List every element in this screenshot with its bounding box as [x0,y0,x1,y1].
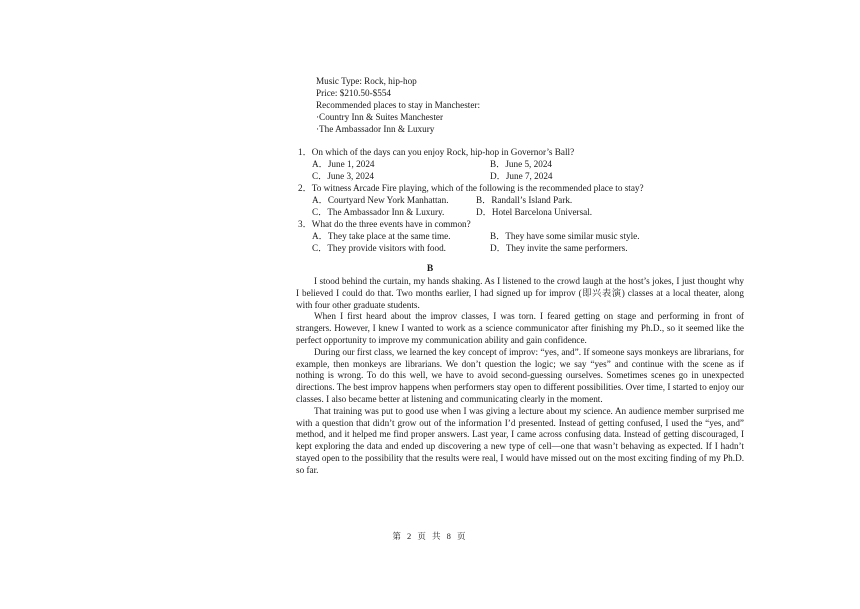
question-2-option-c: C．The Ambassador Inn & Luxury. [312,207,445,217]
page-number: 第 2 页 共 8 页 [392,531,468,541]
question-2-option-b: B．Randall’s Island Park. [476,195,573,205]
question-1-option-c: C．June 3, 2024 [312,171,375,181]
recommend-line: Recommended places to stay in Manchester: [316,100,481,110]
question-2-stem: 2．To witness Arcade Fire playing, which of the following is the recommended place to stay? [298,183,644,193]
question-1-stem: 1．On which of the days can you enjoy Rock, hip-hop in Governor’s Ball? [298,147,575,157]
passage-paragraph: When I first heard about the improv classes, I was torn. I feared getting on stage and performing in front of strangers. However, I knew I wanted to work as a science communicator after finishing my Ph.D., so it seemed like the perfect opportunity to improve my communication ability and gain confidence. [296,311,744,345]
place-item: ·Country Inn & Suites Manchester [316,112,444,122]
question-1-option-b: B．June 5, 2024 [490,159,553,169]
question-3-option-b: B．They have some similar music style. [490,231,640,241]
place-item: ·The Ambassador Inn & Luxury [316,124,435,134]
passage-paragraph: I stood behind the curtain, my hands shaking. As I listened to the crowd laugh at the host’s jokes, I just thought why I believed I could do that. Two months earlier, I had signed up for improv (即兴表演) classes at a local theater, along with four other graduate students. [296,276,744,310]
question-3-option-d: D．They invite the same performers. [490,243,628,253]
music-type-line: Music Type: Rock, hip-hop [316,76,417,86]
question-2-option-a: A．Courtyard New York Manhattan. [312,195,449,205]
passage-b [296,276,744,477]
question-3-option-c: C．They provide visitors with food. [312,243,446,253]
question-3-stem: 3．What do the three events have in common? [298,219,471,229]
passage-paragraph: During our first class, we learned the key concept of improv: “yes, and”. If someone says monkeys are librarians, for example, then monkeys are librarians. We don’t question the logic; we say “yes” and continue with the scene as if nothing is wrong. To do this well, we have to avoid second-guessing ourselves. Sometimes scenes go in unexpected directions. The best improv happens when performers stay open to different possibilities. Over time, I started to enjoy our classes. I also became better at listening and communicating clearly in the moment. [296,346,744,404]
question-1-option-d: D．June 7, 2024 [490,171,553,181]
price-line: Price: $210.50-$554 [316,88,392,98]
passage-paragraph: That training was put to good use when I was giving a lecture about my science. An audience member surprised me with a question that didn’t grow out of the information I’d presented. Instead of getting confused, I used the “yes, and” method, and it helped me find proper answers. Last year, I came across confusing data. Instead of getting discouraged, I kept exploring the data and ended up discovering a new type of cell—one that wasn’t behaving as expected. If I hadn’t stayed open to the possibility that the results were real, I would have missed out on the most exciting finding of my Ph.D. so far. [296,405,744,475]
question-2-option-d: D．Hotel Barcelona Universal. [476,207,593,217]
question-1-option-a: A．June 1, 2024 [312,159,375,169]
section-b-title: B [426,264,434,274]
question-3-option-a: A．They take place at the same time. [312,231,451,241]
